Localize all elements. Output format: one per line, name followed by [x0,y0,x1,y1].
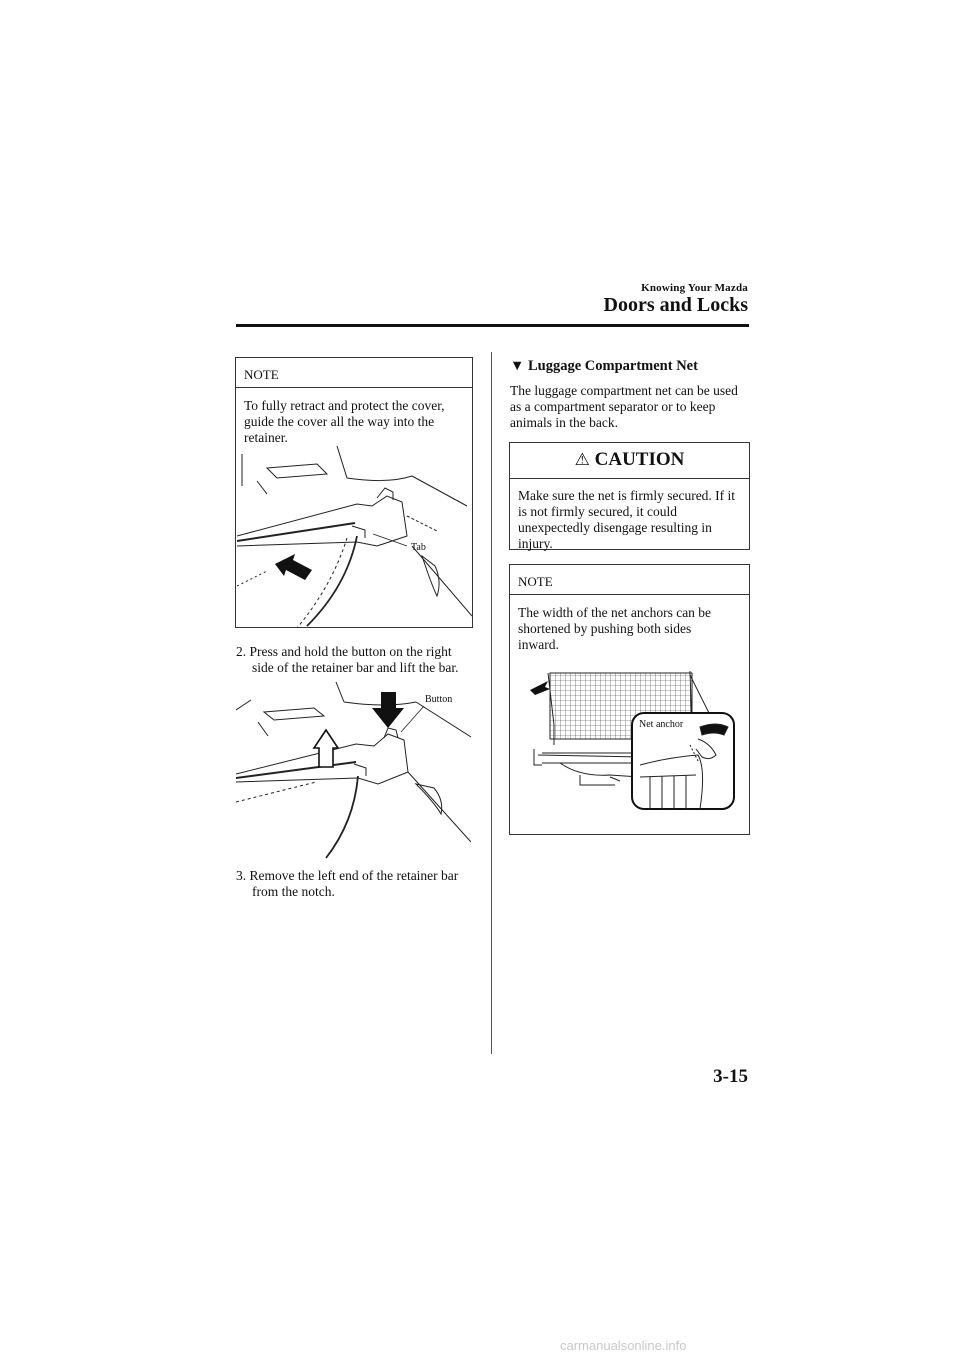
step-2 [236,644,484,676]
step-2-line-2: side of the retainer bar and lift the bar. [252,660,459,675]
net-anchor-illustration [520,665,740,815]
column-divider [491,352,492,1054]
triangle-marker-icon: ▼ [510,358,525,374]
note-box-right [509,564,750,835]
note-heading: NOTE [236,358,472,388]
button-callout: Button [425,694,453,705]
caution-heading: CAUTION [594,449,685,470]
step-3-line-2: from the notch. [252,884,335,899]
note-heading-right: NOTE [510,565,749,595]
section-title: Doors and Locks [603,294,748,316]
header-divider [236,324,749,327]
caution-header [510,443,749,479]
step-2-line-1: 2. Press and hold the button on the right [236,644,452,659]
note-text: To fully retract and protect the cover, guide the cover all the way into the retainer. [244,398,445,445]
retainer-tab-illustration [237,446,472,628]
caution-box [509,442,750,550]
chapter-title: Knowing Your Mazda [641,282,748,294]
note-box-left [235,357,473,628]
luggage-net-heading [510,358,698,375]
warning-triangle-icon: ⚠ [574,450,590,470]
luggage-net-intro: The luggage compartment net can be used as a compartment separator or to keep animals in the back. [510,383,738,430]
net-anchor-callout: Net anchor [639,719,684,730]
tab-callout: Tab [411,542,426,553]
step-3 [236,868,484,900]
footer-watermark: carmanualsonline.info [560,1338,687,1353]
retainer-button-illustration [236,682,471,860]
step-3-line-1: 3. Remove the left end of the retainer bar [236,868,459,883]
caution-text: Make sure the net is firmly secured. If it is not firmly secured, it could unexpectedly disengage resulting in injury. [518,488,736,551]
luggage-net-title: Luggage Compartment Net [527,358,698,374]
page-number: 3-15 [713,1066,748,1087]
note-text-right: The width of the net anchors can be shortened by pushing both sides inward. [518,605,712,652]
